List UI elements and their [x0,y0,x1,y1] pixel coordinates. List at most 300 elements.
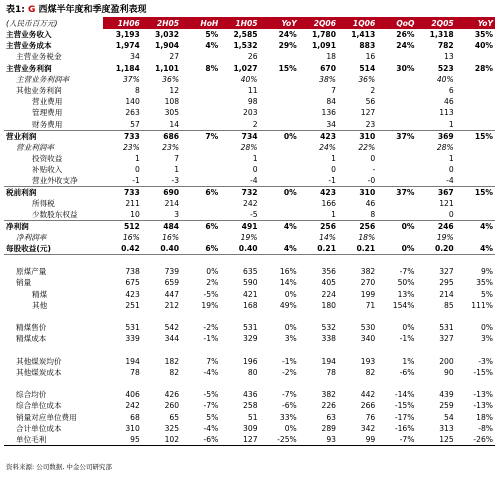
table-cell: 1,184 [115,63,140,73]
table-cell: 5% [480,289,493,299]
table-cell: 16% [279,267,297,277]
table-cell: -1 [132,176,140,186]
table-cell: 305 [164,108,180,118]
table-cell [299,378,338,389]
table-cell: 1,904 [155,41,180,51]
table-title-prefix: 表1: [6,5,28,15]
table-cell [338,378,377,389]
table-cell: -2% [281,367,297,377]
table-cell: -4 [249,176,258,186]
row-label: 营业外收支净 [32,176,78,186]
table-cell: 0% [402,323,415,333]
table-cell: 3% [480,334,493,344]
table-cell: -14% [394,390,415,400]
table-row [4,119,495,131]
table-cell: -3% [478,356,493,366]
table-cell: 80 [247,367,258,377]
table-cell: 154% [392,300,415,310]
table-cell: 734 [220,130,259,142]
table-cell: 1,413 [351,30,376,40]
table-row [4,356,495,367]
table-cell: 733 [103,187,142,199]
table-cell [338,344,377,355]
table-cell: 214 [164,199,180,209]
table-cell: 121 [439,199,454,209]
table-cell [260,198,299,209]
table-cell [260,153,299,164]
table-cell: 0 [370,153,376,163]
col-header: 1H06 [103,17,142,29]
table-cell: -2% [203,323,219,333]
table-cell [456,175,495,187]
table-cell: 0% [284,423,297,433]
table-cell: -25% [260,434,299,446]
table-cell: 2% [206,278,219,288]
table-cell: 90 [444,367,454,377]
table-row [4,300,495,311]
table-cell: 338 [321,334,336,344]
table-cell [103,344,142,355]
table-cell: 193 [360,356,376,366]
table-cell [377,119,416,131]
source-note: 资料来源: 公司数据, 中金公司研究部 [6,463,112,471]
table-cell: 166 [321,199,336,209]
table-cell: 635 [243,267,258,277]
table-cell: 0% [206,267,219,277]
table-cell: 1,780 [311,30,336,40]
table-cell: 367 [416,187,455,199]
table-cell: 182 [164,356,180,366]
row-label: 所得税 [32,199,55,209]
table-cell: 93 [299,434,338,446]
table-cell: 423 [299,130,338,142]
table-cell [220,255,259,266]
table-cell: 531 [439,323,454,333]
table-cell: 18% [476,412,493,422]
table-cell: -7% [281,390,297,400]
table-cell [299,311,338,322]
table-row [4,434,495,446]
table-cell: 447 [164,289,180,299]
table-cell: 16% [122,233,140,243]
table-cell: 63 [326,412,336,422]
table-cell: -15% [473,367,493,377]
table-cell: -15% [394,401,415,411]
table-cell [456,209,495,221]
table-cell: 3,193 [115,30,140,40]
table-cell: -5% [203,390,219,400]
table-cell: -7% [203,401,219,411]
table-cell: 0.40 [238,244,258,254]
table-row [4,389,495,400]
table-row [4,221,495,233]
row-label: 主营业务收入 [6,30,52,40]
table-cell: 3,032 [155,30,180,40]
table-cell: 1,091 [311,41,336,51]
row-label: 主营业务税金 [16,52,62,62]
table-cell: 71 [365,300,376,310]
table-cell: 13% [397,289,415,299]
table-cell [456,344,495,355]
table-cell: 266 [360,401,376,411]
table-cell: 2 [370,86,376,96]
table-cell [181,96,220,107]
table-cell: 6 [448,86,454,96]
table-cell [142,378,181,389]
row-label: 主营业务成本 [6,41,52,51]
table-cell [181,153,220,164]
table-cell: 11 [247,86,258,96]
table-row [4,400,495,411]
table-cell: 0.40 [160,244,180,254]
table-cell [181,198,220,209]
row-label: 精煤成本 [16,334,47,344]
table-cell: 5% [205,30,219,40]
table-row [4,63,495,74]
row-label: 其他 [32,300,48,310]
table-cell: 140 [125,97,140,107]
table-cell: 3% [284,334,297,344]
table-cell: 327 [439,334,454,344]
table-cell: 327 [439,267,454,277]
table-cell [456,85,495,96]
table-cell [260,74,299,85]
row-label: 营业利润 [4,130,103,142]
table-cell [142,311,181,322]
table-cell: -7% [377,434,416,446]
table-cell: 98 [247,97,258,107]
table-cell: -6% [399,367,415,377]
table-cell: 531 [243,323,258,333]
table-row [4,209,495,221]
table-cell: 15% [456,187,495,199]
table-cell: 37% [377,187,416,199]
table-cell: 211 [125,199,140,209]
table-cell: 310 [338,187,377,199]
table-cell: 35% [474,30,493,40]
table-cell: 19% [240,233,258,243]
table-cell: 24% [319,142,336,152]
table-cell: -6% [181,434,220,446]
table-cell: 6% [205,244,219,254]
col-header: QoQ [377,17,416,29]
row-label: 原煤产量 [16,267,47,277]
table-cell: 739 [164,267,180,277]
table-cell [181,255,220,266]
table-row [4,74,495,85]
spacer-row [4,255,495,266]
table-cell: 295 [439,278,454,288]
table-cell: 256 [338,221,377,233]
table-cell [377,107,416,118]
table-cell: 242 [243,199,258,209]
table-cell: 9% [480,267,493,277]
row-label: 少数股东权益 [32,210,78,220]
table-cell [338,255,377,266]
table-cell: 733 [103,130,142,142]
table-cell: 0 [448,164,454,174]
table-cell: 108 [164,97,180,107]
table-cell: 13 [444,52,454,62]
table-cell [377,311,416,322]
table-cell: 369 [416,130,455,142]
table-row [4,130,495,142]
table-cell [181,119,220,131]
table-cell: 0% [377,221,416,233]
table-cell: 34 [130,52,140,62]
row-label: 财务费用 [32,119,63,129]
table-cell [220,344,259,355]
table-cell: -6% [281,401,297,411]
table-cell: 46 [444,97,454,107]
table-row [4,243,495,255]
table-cell: 15% [278,63,297,73]
row-label: 单位毛利 [4,434,103,446]
table-row [4,107,495,118]
table-cell [142,255,181,266]
row-label [4,378,103,389]
table-cell: 263 [125,108,140,118]
table-cell: 1,532 [233,41,258,51]
table-cell: 484 [142,221,181,233]
table-cell [181,232,220,243]
table-row [4,423,495,434]
table-cell: 426 [164,390,180,400]
col-header: HoH [181,17,220,29]
table-cell: 19% [201,300,219,310]
table-cell: 530 [360,323,376,333]
table-cell: 0.42 [121,244,140,254]
table-cell [456,153,495,164]
table-row [4,232,495,243]
row-label: 其他业务利润 [16,86,62,96]
table-cell: 251 [125,300,140,310]
spacer-row [4,344,495,355]
table-cell: 491 [220,221,259,233]
table-cell: -8% [478,423,493,433]
table-cell [377,96,416,107]
table-cell: 19% [436,233,454,243]
table-cell: 36% [162,74,180,84]
row-label: 营业费用 [32,97,63,107]
table-cell [456,164,495,175]
row-label: 补贴收入 [32,164,63,174]
table-cell: 82 [365,367,376,377]
table-row [4,175,495,187]
table-cell: 36% [358,74,376,84]
row-label: 其他煤炭均价 [16,356,62,366]
table-cell: -5 [249,210,258,220]
table-cell [260,255,299,266]
table-cell: 102 [142,434,181,446]
table-cell: 325 [164,423,180,433]
row-label: 净利润率 [16,233,47,243]
row-label: 净利润 [4,221,103,233]
table-cell [103,378,142,389]
table-title [6,2,147,16]
row-label: 投资收益 [32,153,63,163]
table-cell [181,164,220,175]
row-label: 精煤售价 [16,323,47,333]
table-cell: 258 [243,401,258,411]
table-cell: -13% [473,401,493,411]
table-cell: 256 [299,221,338,233]
table-cell: 512 [103,221,142,233]
table-cell: 439 [439,390,454,400]
table-cell: -7% [399,267,415,277]
col-header: YoY [260,17,299,29]
table-cell: 111% [471,300,493,310]
table-cell: 0.20 [434,244,454,254]
table-cell: 0% [260,187,299,199]
table-cell [260,142,299,153]
table-cell: 35% [476,278,493,288]
table-cell [181,311,220,322]
table-cell: 4% [456,221,495,233]
table-cell: 690 [142,187,181,199]
table-cell: 1 [134,153,140,163]
row-label: 综合均价 [16,390,47,400]
table-cell: 1,974 [115,41,140,51]
table-cell [260,164,299,175]
table-cell: 50% [397,278,415,288]
table-cell [377,344,416,355]
table-cell: 16% [162,233,180,243]
table-cell: 423 [299,187,338,199]
table-cell: 214 [439,289,454,299]
table-cell: 590 [243,278,258,288]
table-cell: 542 [164,323,180,333]
table-cell: 0 [252,164,258,174]
table-header-row [4,17,495,29]
table-cell: 180 [321,300,336,310]
table-cell [103,311,142,322]
table-cell: 37% [377,130,416,142]
table-row [4,266,495,277]
table-cell: 0 [448,210,454,220]
table-cell: 6% [181,187,220,199]
table-cell: 310 [125,423,140,433]
table-cell: -1% [203,334,219,344]
table-cell: 4% [283,244,297,254]
table-cell [377,51,416,62]
row-label [4,344,103,355]
table-cell: 28% [436,142,454,152]
table-cell [456,378,495,389]
table-cell: 242 [125,401,140,411]
table-cell: 56 [365,97,376,107]
table-cell: 6% [181,221,220,233]
table-cell: -17% [394,412,415,422]
row-label: 合计单位成本 [16,423,62,433]
table-cell [377,164,416,175]
table-row [4,277,495,288]
table-cell: 27 [169,52,180,62]
table-cell [456,119,495,131]
table-cell: 340 [360,334,376,344]
row-label: 税前利润 [4,187,103,199]
table-cell: 24% [278,30,297,40]
table-cell: 15% [456,130,495,142]
table-cell: 0 [331,164,336,174]
table-cell [260,85,299,96]
table-row [4,367,495,378]
table-cell: 5% [206,412,219,422]
table-cell: 10 [130,210,140,220]
table-cell [377,153,416,164]
table-cell: 3 [174,210,180,220]
table-cell: -1% [281,356,297,366]
row-label: 销量 [16,278,32,288]
table-cell: 339 [125,334,140,344]
table-cell: 82 [169,367,180,377]
table-row [4,333,495,344]
table-cell [181,175,220,187]
row-label: 管理费用 [32,108,63,118]
table-cell [103,255,142,266]
table-cell: - [372,164,376,174]
table-cell [260,344,299,355]
table-cell: 405 [321,278,336,288]
table-cell: 732 [220,187,259,199]
table-cell [260,232,299,243]
table-cell [377,255,416,266]
col-header: 2H05 [142,17,181,29]
table-cell: 4% [205,41,219,51]
table-cell: 8 [370,210,376,220]
table-cell [377,232,416,243]
table-row [4,289,495,300]
table-cell: 0% [260,130,299,142]
table-row [4,322,495,333]
table-cell [220,311,259,322]
table-cell: 226 [321,401,336,411]
table-cell: 344 [164,334,180,344]
table-cell: 57 [130,119,140,129]
table-cell [416,311,455,322]
table-cell: 76 [365,412,376,422]
table-row [4,85,495,96]
table-cell: 8 [134,86,140,96]
table-cell: 33% [279,412,297,422]
table-cell: 7% [181,130,220,142]
table-cell: 30% [396,63,415,73]
table-cell: 259 [439,401,454,411]
table-cell: 342 [360,423,376,433]
table-cell: 26 [247,52,258,62]
table-cell: 22% [358,142,376,152]
table-row [4,40,495,51]
table-cell: 37% [122,74,140,84]
table-cell: 24% [396,41,415,51]
table-cell: 532 [321,323,336,333]
table-cell [260,51,299,62]
table-cell: 136 [321,108,336,118]
table-cell [181,74,220,85]
table-cell: 125 [416,434,455,446]
table-cell: 4% [480,244,493,254]
table-cell: 270 [360,278,376,288]
table-cell: 7 [174,153,180,163]
table-title-ticker: G [28,5,36,15]
table-cell [181,107,220,118]
table-cell: 738 [125,267,140,277]
table-row [4,187,495,199]
table-cell [416,255,455,266]
table-cell [377,198,416,209]
table-cell: 670 [320,63,336,73]
table-cell: 78 [130,367,140,377]
